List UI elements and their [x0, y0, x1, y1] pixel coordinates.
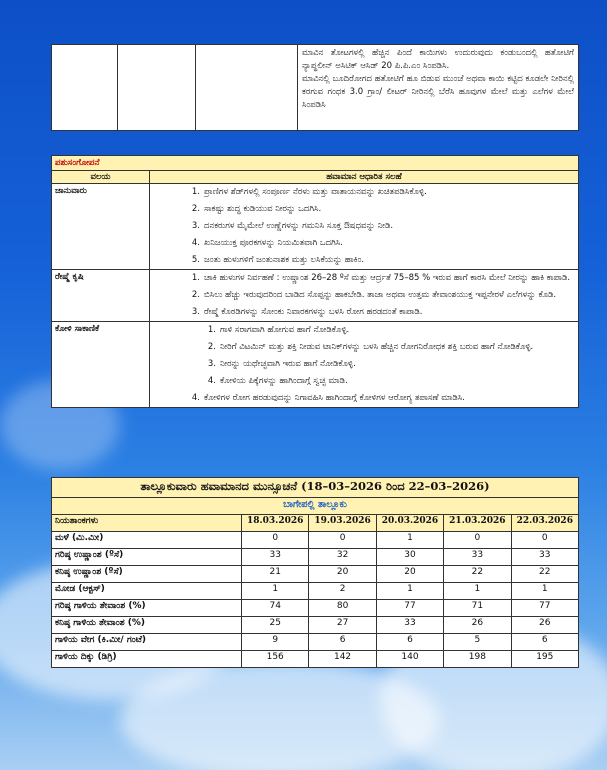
advisory-paragraph: ಮಾವಿನ ತೋಟಗಳಲ್ಲಿ ಹೆಚ್ಚಿನ ಪಿಂದೆ ಕಾಯಿಗಳು ಉದುರುವುದು ಕಂಡುಬಂದಲ್ಲಿ ಹತೋಟಿಗೆ ನ್ಯಾಪ್ಥಲೀನ್ ಅಸಿಟಿಕ್ ಆಸಿಡ್ 20 ಪಿ.ಪಿ.ಎಂ ಸಿಂಪಡಿಸಿ.: [302, 48, 574, 71]
value-cell: 9: [242, 634, 309, 651]
list-item: 5. ಜಂತು ಹುಳುಗಳಿಗೆ ಜಂತುನಾಶಕ ಮತ್ತು ಲಸಿಕೆಯನ್ನು ಹಾಕಿಂ.: [191, 255, 365, 265]
category-livestock: ಜಾನುವಾರು: [52, 184, 150, 270]
list-item: 1. ಚಾಕಿ ಹುಳುಗಳ ನಿರ್ವಹಣೆ : ಉಷ್ಣಾಂಶ 26–28 ºಸೆ ಮತ್ತು ಆರ್ದ್ರತೆ 75–85 % ಇರುವ ಹಾಗೆ ಕಾರಸಿ ಮೇಲೆ ನೀರನ್ನು ಹಾಕಿ ಕಾಪಾಡಿ.: [191, 273, 571, 283]
list-item: 2. ಸಾಕಷ್ಟು ಶುದ್ಧ ಕುಡಿಯುವ ನೀರನ್ನು ಒದಗಿಸಿ.: [191, 204, 322, 214]
list-item: 3. ನೀರನ್ನು ಯಥೇಚ್ಛವಾಗಿ ಇರುವ ಹಾಗೆ ನೋಡಿಕೊಳ್ಳಿ.: [207, 359, 356, 369]
table-row: [52, 583, 579, 600]
table-row: [52, 600, 579, 617]
table-row: [52, 532, 579, 549]
list-item: 4. ಕೋಳಿಗಳ ರೋಗ ಹರಡುವುದನ್ನು ನಿಗಾವಹಿಸಿ ಹಾಗಿಂದಾಗ್ಗೆ ಕೋಳಿಗಳ ಆರೋಗ್ಯ ತಪಾಸಣೆ ಮಾಡಿಸಿ.: [191, 393, 465, 403]
list-item: 4. ಖನಿಜಯುಕ್ತ ಪೂರಕಗಳನ್ನು ನಿಯಮಿತವಾಗಿ ಒದಗಿಸಿ.: [191, 238, 343, 248]
value-cell: 21: [242, 566, 309, 583]
advice-list: [150, 270, 578, 321]
advice-cell: [150, 184, 579, 270]
value-cell: 20: [309, 566, 376, 583]
value-cell: 0: [444, 532, 511, 549]
value-cell: 26: [444, 617, 511, 634]
value-cell: 22: [444, 566, 511, 583]
category-poultry: ಕೋಳಿ ಸಾಕಾಣಿಕೆ: [52, 322, 150, 408]
param-label: ಗರಿಷ್ಠ ಗಾಳಿಯ ತೇವಾಂಶ (%): [52, 600, 242, 617]
empty-cell: [52, 45, 118, 131]
value-cell: 1: [444, 583, 511, 600]
date-header: 22.03.2026: [511, 515, 578, 532]
list-item: 3. ರೇಷ್ಮೆ ಕೊಠಡಿಗಳನ್ನು ಸೋಂಕು ನಿವಾರಕಗಳನ್ನು ಬಳಸಿ ರೋಗ ಹರಡದಂತೆ ಕಾಪಾಡಿ.: [191, 307, 423, 317]
value-cell: 1: [376, 532, 443, 549]
section-title: ಪಶುಸಂಗೋಪನೆ: [52, 156, 579, 171]
value-cell: 33: [511, 549, 578, 566]
column-header: ಹವಾಮಾನ ಆಧಾರಿತ ಸಲಹೆ: [150, 171, 579, 184]
table-row: [52, 634, 579, 651]
value-cell: 33: [444, 549, 511, 566]
table-row: [52, 651, 579, 668]
value-cell: 1: [242, 583, 309, 600]
list-item: 1. ಗಾಳಿ ಸರಾಗವಾಗಿ ಹೋಗುವ ಹಾಗೆ ನೋಡಿಕೊಳ್ಳಿ.: [207, 325, 350, 335]
empty-cell: [118, 45, 196, 131]
date-header-row: [52, 515, 579, 532]
advisory-paragraph: ಮಾವಿನಲ್ಲಿ ಬೂದಿರೋಗದ ಹತೋಟಿಗೆ ಹೂ ಬಿಡುವ ಮುಂಚೆ ಅಥವಾ ಕಾಯಿ ಕಟ್ಟಿದ ಕೂಡಲೇ ನೀರಿನಲ್ಲಿ ಕರಗುವ ಗಂಧಕ 3.0 ಗ್ರಾಂ/ ಲೀಟರ್ ನೀರಿನಲ್ಲಿ ಬೆರೆಸಿ ಹೂವುಗಳ ಮೇಲೆ ಮತ್ತು ಎಲೆಗಳ ಮೇಲೆ ಸಿಂಪಡಿಸಿ: [302, 74, 574, 110]
param-header: ನಿಯತಾಂಕಗಳು: [52, 515, 242, 532]
advice-cell: [150, 322, 579, 408]
list-item: 4. ಕೋಳಿಯ ಪಿಕ್ಕೆಗಳನ್ನು ಹಾಗಿಂದಾಗ್ಗೆ ಸ್ವಚ್ಛ ಮಾಡಿ.: [207, 376, 348, 386]
value-cell: 195: [511, 651, 578, 668]
value-cell: 1: [376, 583, 443, 600]
value-cell: 0: [511, 532, 578, 549]
value-cell: 6: [511, 634, 578, 651]
list-item: 2. ನೀರಿಗೆ ವಿಟಮಿನ್ ಮತ್ತು ಶಕ್ತಿ ನೀಡುವ ಟಾನಿಕ್‌ಗಳನ್ನು ಬಳಸಿ ಹೆಚ್ಚಿನ ರೋಗನಿರೋಧಕ ಶಕ್ತಿ ಬರುವ ಹಾಗೆ ನೋಡಿಕೊಳ್ಳಿ.: [207, 342, 534, 352]
table-row: [52, 566, 579, 583]
value-cell: 25: [242, 617, 309, 634]
param-label: ಮೋಡ (ಆಕ್ಟಸ್): [52, 583, 242, 600]
value-cell: 30: [376, 549, 443, 566]
value-cell: 33: [376, 617, 443, 634]
list-item: 3. ದನಕರುಗಳ ಮೈಮೇಲೆ ಉಣ್ಣೆಗಳನ್ನು ಗಮನಿಸಿ ಸೂಕ್ತ ಔಷಧವನ್ನು ನೀಡಿ.: [191, 221, 394, 231]
value-cell: 74: [242, 600, 309, 617]
date-header: 20.03.2026: [376, 515, 443, 532]
value-cell: 142: [309, 651, 376, 668]
crop-advisory-table: [51, 44, 579, 131]
value-cell: 156: [242, 651, 309, 668]
column-header: ವಲಯ: [52, 171, 150, 184]
advice-list: [150, 322, 578, 407]
param-label: ಗಾಳಿಯ ದಿಕ್ಕು (ಡಿಗ್ರಿ): [52, 651, 242, 668]
value-cell: 32: [309, 549, 376, 566]
value-cell: 77: [511, 600, 578, 617]
param-label: ಗಾಳಿಯ ವೇಗ (ಕಿ.ಮೀ/ ಗಂಟೆ): [52, 634, 242, 651]
empty-cell: [196, 45, 298, 131]
advice-cell: [150, 270, 579, 322]
date-header: 21.03.2026: [444, 515, 511, 532]
value-cell: 140: [376, 651, 443, 668]
value-cell: 0: [242, 532, 309, 549]
value-cell: 33: [242, 549, 309, 566]
table-row: [52, 549, 579, 566]
param-label: ಕನಿಷ್ಠ ಗಾಳಿಯ ತೇವಾಂಶ (%): [52, 617, 242, 634]
value-cell: 6: [309, 634, 376, 651]
advice-list: [150, 184, 578, 269]
forecast-title: ತಾಲ್ಲೂಕುವಾರು ಹವಾಮಾನದ ಮುನ್ಸೂಚನೆ (18–03–2026 ರಿಂದ 22–03–2026): [52, 478, 579, 498]
date-header: 19.03.2026: [309, 515, 376, 532]
list-item: 2. ಬಿಸಿಲು ಹೆಚ್ಚು ಇರುವುದರಿಂದ ಬಾಡಿದ ಸೊಪ್ಪನ್ನು ಹಾಕಬೇಡಿ. ತಾಜಾ ಅಥವಾ ಉತ್ತಮ ತೇವಾಂಶಯುಕ್ತ ಇಪ್ಪನೇರಳೆ ಎಲೆಗಳನ್ನು ಕೊಡಿ.: [191, 290, 557, 300]
value-cell: 20: [376, 566, 443, 583]
param-label: ಕನಿಷ್ಠ ಉಷ್ಣಾಂಶ (ºಸೆ): [52, 566, 242, 583]
value-cell: 1: [511, 583, 578, 600]
list-item: 1. ಪ್ರಾಣಿಗಳ ಶೆಡ್‌ಗಳಲ್ಲಿ ಸಂಪೂರ್ಣ ನೆರಳು ಮತ್ತು ವಾತಾಯನವನ್ನು ಖಚಿತಪಡಿಸಿಕೊಳ್ಳಿ.: [191, 187, 427, 197]
value-cell: 26: [511, 617, 578, 634]
value-cell: 77: [376, 600, 443, 617]
animal-husbandry-table: [51, 155, 579, 408]
taluk-forecast-table: [51, 477, 579, 668]
date-header: 18.03.2026: [242, 515, 309, 532]
value-cell: 6: [376, 634, 443, 651]
value-cell: 2: [309, 583, 376, 600]
value-cell: 71: [444, 600, 511, 617]
param-label: ಮಳೆ (ಮಿ.ಮೀ): [52, 532, 242, 549]
value-cell: 27: [309, 617, 376, 634]
value-cell: 5: [444, 634, 511, 651]
value-cell: 80: [309, 600, 376, 617]
category-sericulture: ರೇಷ್ಮೆ ಕೃಷಿ: [52, 270, 150, 322]
value-cell: 198: [444, 651, 511, 668]
value-cell: 0: [309, 532, 376, 549]
value-cell: 22: [511, 566, 578, 583]
advisory-cell: [298, 45, 579, 131]
param-label: ಗರಿಷ್ಠ ಉಷ್ಣಾಂಶ (ºಸೆ): [52, 549, 242, 566]
table-row: [52, 617, 579, 634]
taluk-name: ಬಾಗೇಪಲ್ಲಿ ತಾಲ್ಲೂಕು: [52, 498, 579, 515]
